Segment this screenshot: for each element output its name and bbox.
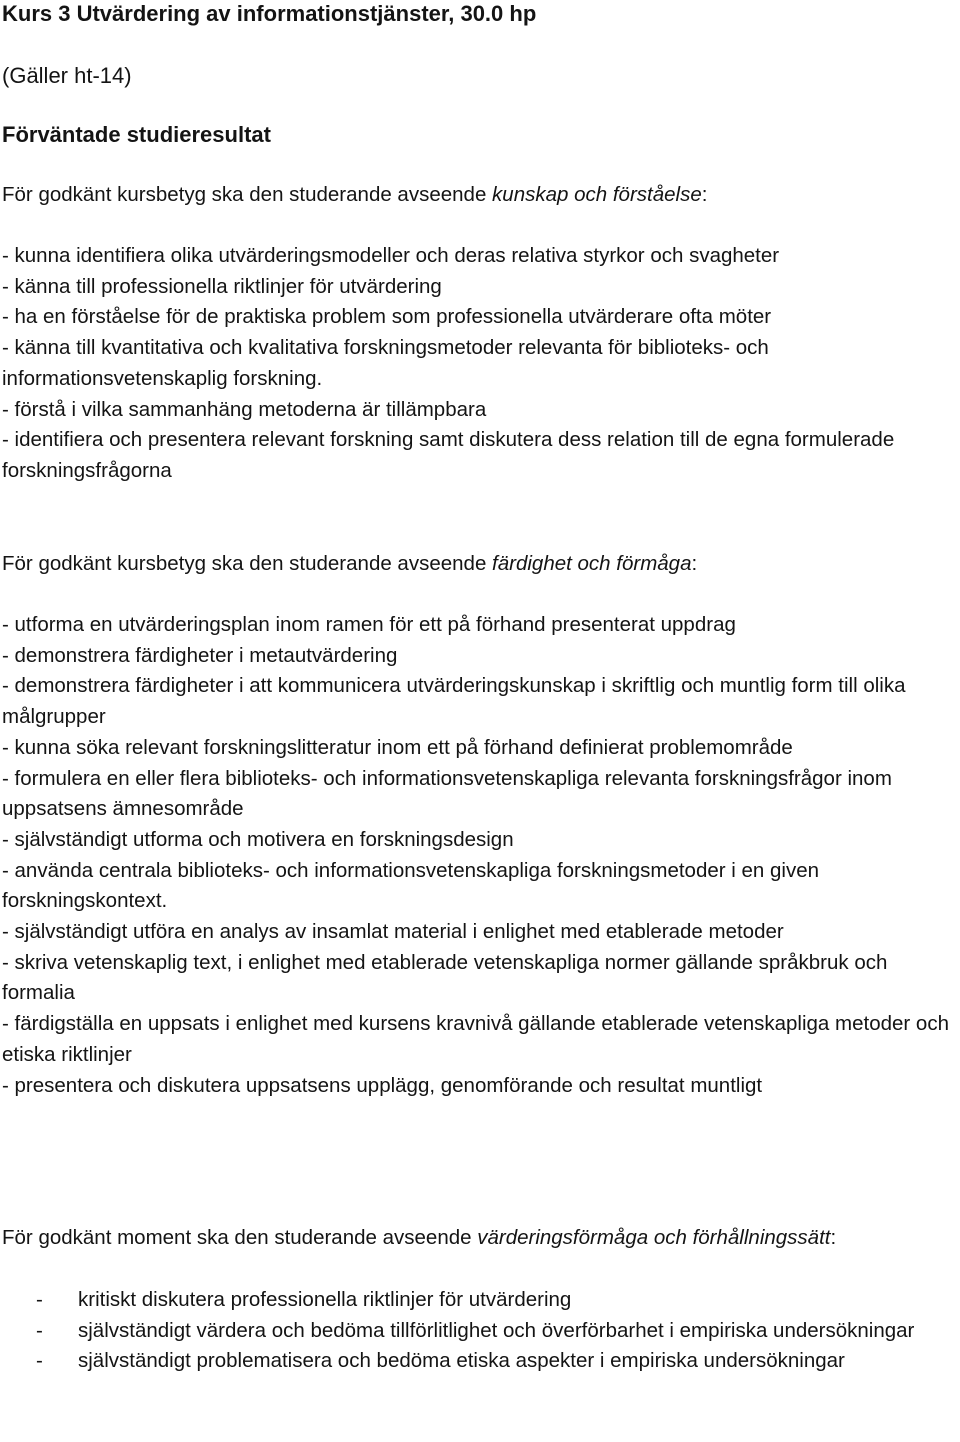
list-item: - självständigt problematisera och bedöma etiska aspekter i empiriska undersökningar xyxy=(2,1346,958,1377)
section2-emphasis: färdighet och förmåga xyxy=(492,552,692,575)
list-item: - självständigt utföra en analys av insamlat material i enlighet med etablerade metoder xyxy=(2,920,784,944)
section2-list xyxy=(2,610,958,1101)
list-item: - färdigställa en uppsats i enlighet med kursens kravnivå gällande etablerade vetenskapliga metoder och etiska riktlinjer xyxy=(2,1012,949,1066)
list-item: - känna till kvantitativa och kvalitativa forskningsmetoder relevanta för biblioteks- och informationsvetenskaplig forskning. xyxy=(2,336,769,390)
applies-note: (Gäller ht-14) xyxy=(2,63,132,88)
section3-list xyxy=(2,1285,958,1377)
section3-intro: För godkänt moment ska den studerande avseende värderingsförmåga och förhållningssätt: xyxy=(2,1226,837,1249)
section1-list xyxy=(2,241,958,487)
list-item: - kunna söka relevant forskningslitteratur inom ett på förhand definierat problemområde xyxy=(2,735,793,759)
list-item: - förstå i vilka sammanhäng metoderna är tillämpbara xyxy=(2,397,487,421)
list-item: - kunna identifiera olika utvärderingsmodeller och deras relativa styrkor och svagheter xyxy=(2,244,780,267)
list-item: - skriva vetenskaplig text, i enlighet med etablerade vetenskapliga normer gällande språkbruk och formalia xyxy=(2,950,888,1005)
list-item: - kritiskt diskutera professionella riktlinjer för utvärdering xyxy=(2,1285,958,1316)
course-title: Kurs 3 Utvärdering av informationstjänster, 30.0 hp xyxy=(2,1,537,26)
list-item: - utforma en utvärderingsplan inom ramen för ett på förhand presenterat uppdrag xyxy=(2,613,736,636)
section1-intro: För godkänt kursbetyg ska den studerande avseende kunskap och förståelse: xyxy=(2,183,708,206)
bullet-dash: - xyxy=(36,1349,43,1373)
list-item: - känna till professionella riktlinjer för utvärdering xyxy=(2,274,442,298)
list-item: - demonstrera färdigheter i att kommunicera utvärderingskunskap i skriftlig och muntlig form till olika målgrupper xyxy=(2,674,906,729)
list-item: - presentera och diskutera uppsatsens upplägg, genomförande och resultat muntligt xyxy=(2,1073,763,1097)
section-heading: Förväntade studieresultat xyxy=(2,122,271,147)
list-item: - självständigt värdera och bedöma tillförlitlighet och överförbarhet i empiriska undersökningar xyxy=(2,1316,958,1347)
list-item: - identifiera och presentera relevant forskning samt diskutera dess relation till de egna formulerade forskningsfrågorna xyxy=(2,428,895,482)
list-item: - demonstrera färdigheter i metautvärdering xyxy=(2,643,398,667)
bullet-dash: - xyxy=(36,1288,43,1311)
section1-emphasis: kunskap och förståelse xyxy=(492,183,702,206)
bullet-dash: - xyxy=(36,1318,43,1342)
list-item: - använda centrala biblioteks- och informationsvetenskapliga forskningsmetoder i en given forskningskontext. xyxy=(2,858,820,913)
section3-emphasis: värderingsförmåga och förhållningssätt xyxy=(477,1226,831,1249)
section2-intro: För godkänt kursbetyg ska den studerande avseende färdighet och förmåga: xyxy=(2,552,698,575)
list-item: - självständigt utforma och motivera en forskningsdesign xyxy=(2,827,514,851)
list-item: - ha en förståelse för de praktiska problem som professionella utvärderare ofta möter xyxy=(2,305,772,329)
list-item: - formulera en eller flera biblioteks- och informationsvetenskapliga relevanta forskningsfrågor inom uppsatsens ämnesområde xyxy=(2,766,892,821)
